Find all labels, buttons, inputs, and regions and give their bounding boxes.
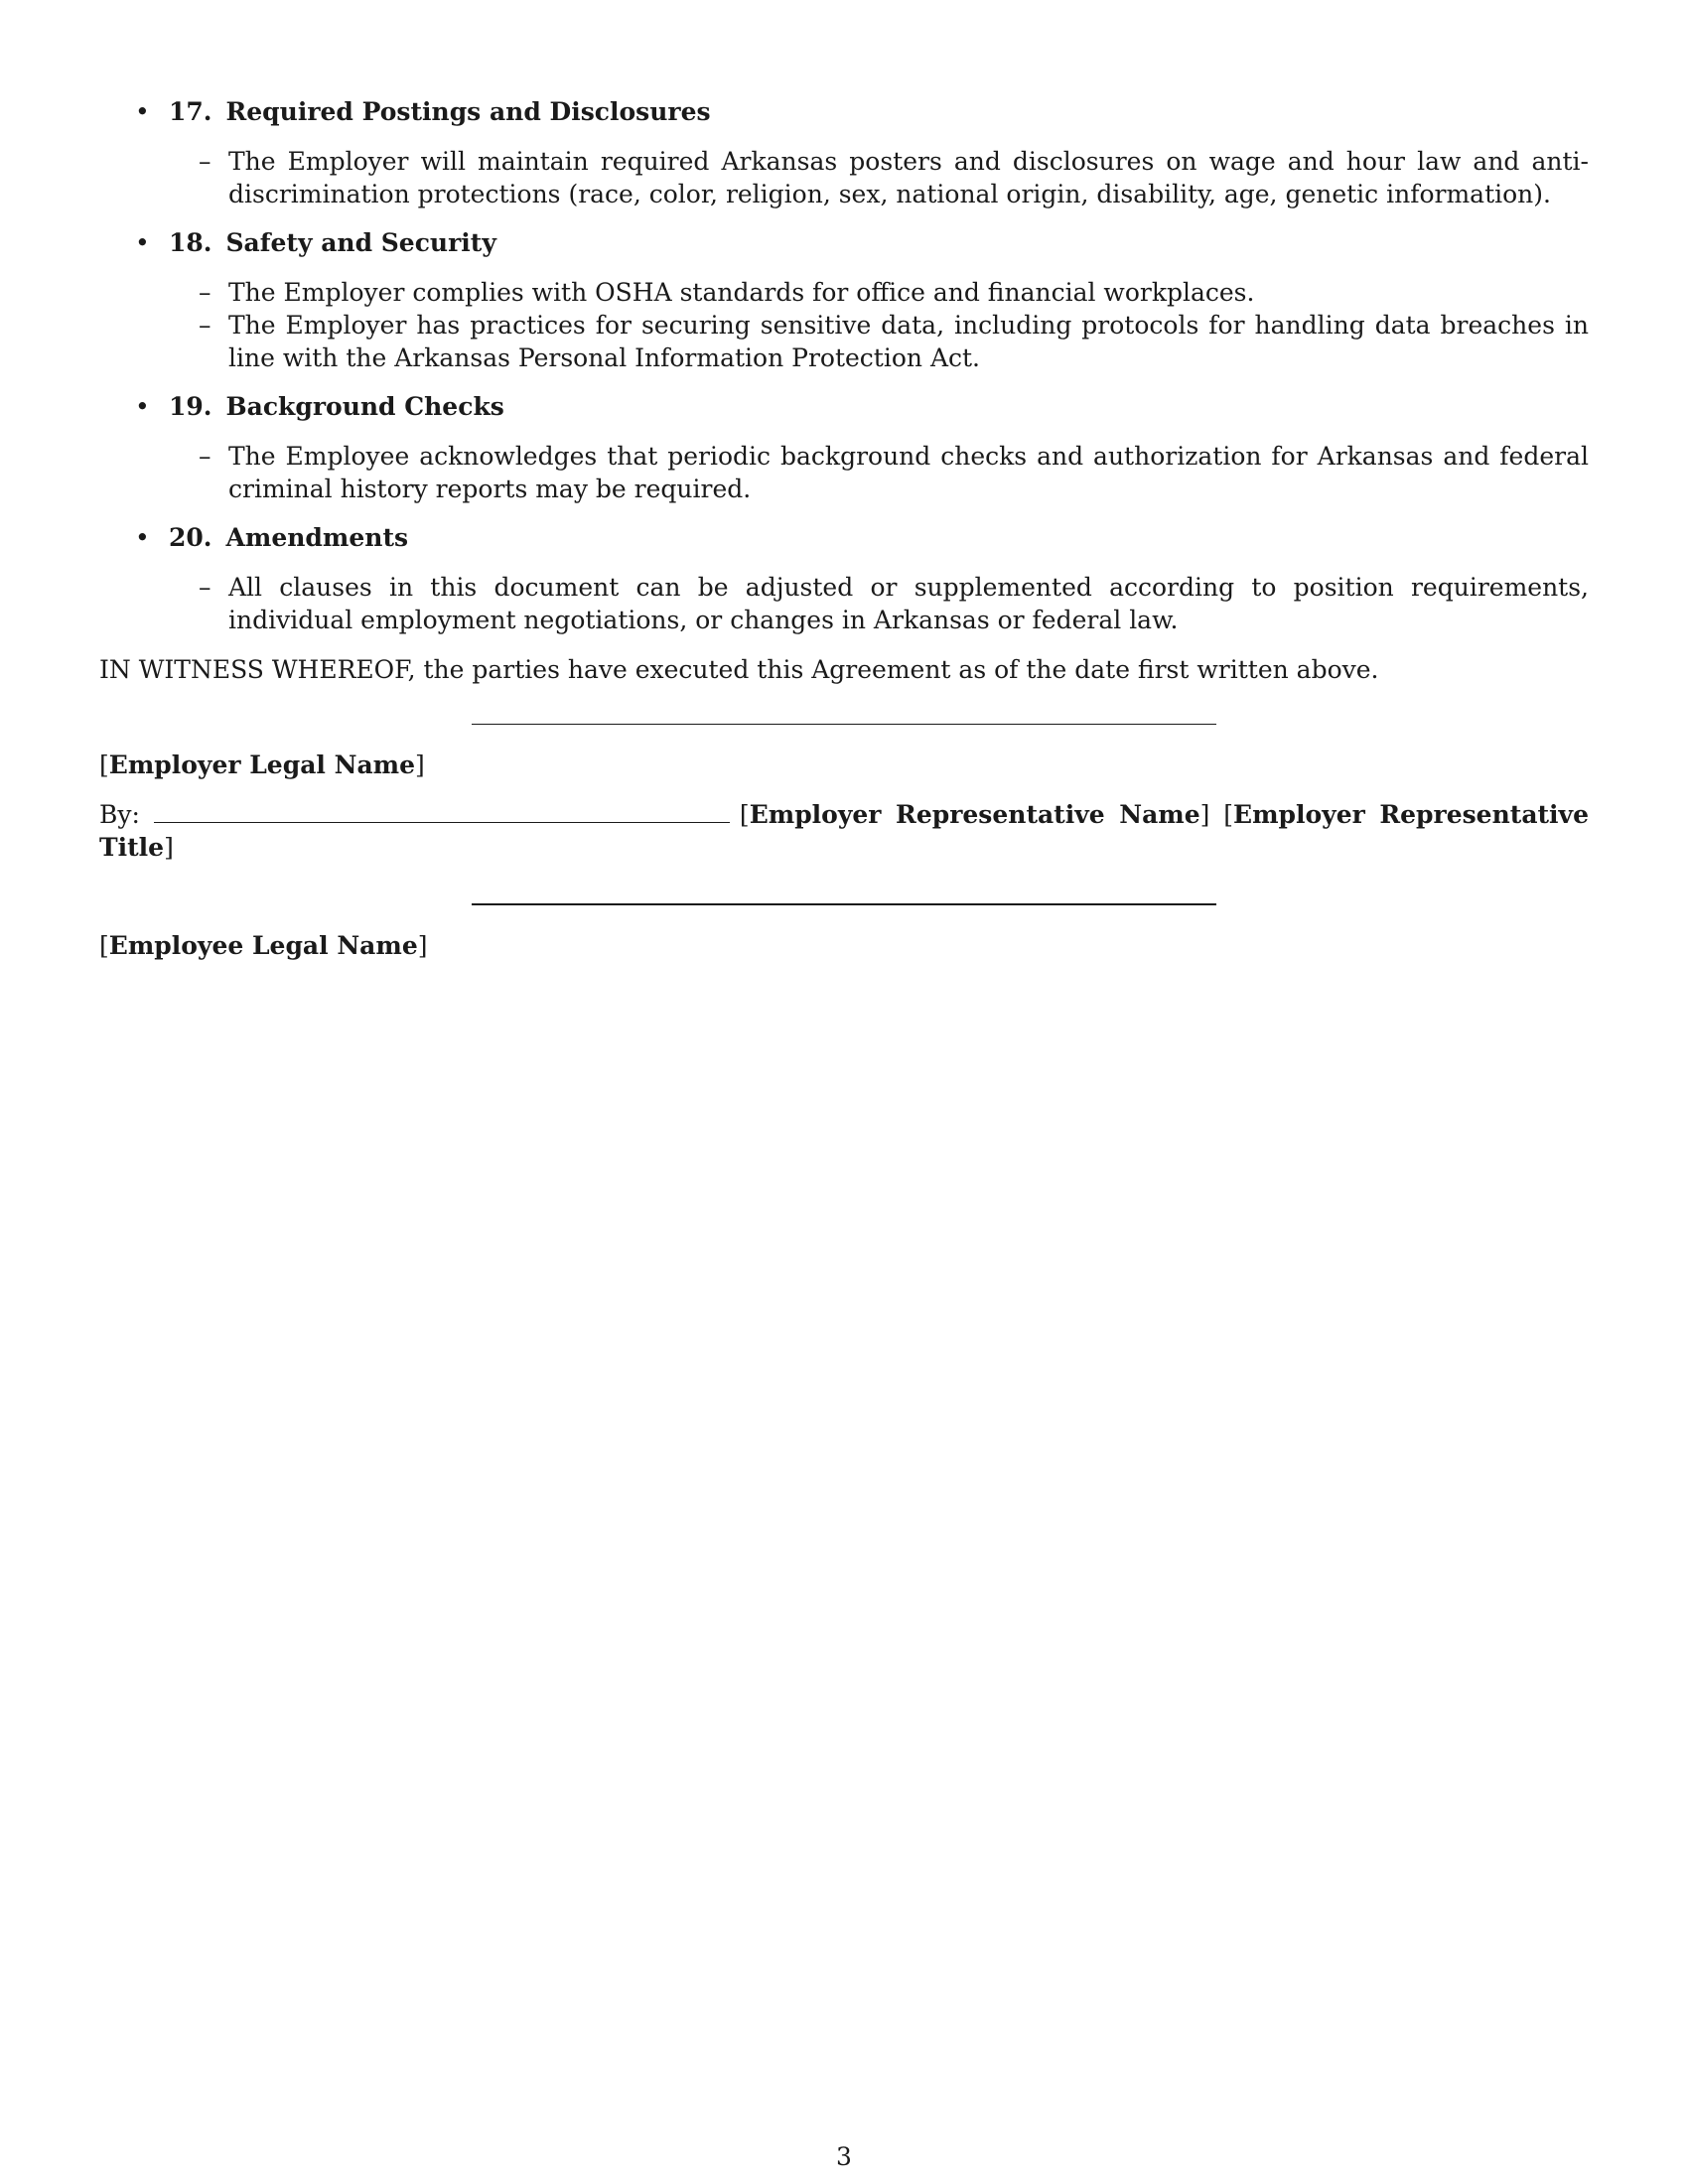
- section-number: 20.: [169, 523, 212, 552]
- section-19: [99, 390, 1589, 505]
- list-item: [99, 440, 1589, 505]
- section-heading: [99, 521, 1589, 554]
- dash-icon: –: [199, 278, 211, 307]
- section-heading: [99, 390, 1589, 423]
- section-number: 18.: [169, 228, 212, 257]
- list-item: [99, 309, 1589, 374]
- employer-name-text: Employer Legal Name: [108, 751, 416, 779]
- document-page: [99, 95, 1589, 962]
- employee-name: [Employee Legal Name]: [99, 931, 428, 960]
- by-label: By:: [99, 800, 140, 829]
- employer-name: [Employer Legal Name]: [99, 751, 425, 779]
- dash-icon: –: [199, 147, 211, 176]
- dash-icon: –: [199, 573, 211, 602]
- list-item: [99, 276, 1589, 309]
- section-heading: [99, 226, 1589, 259]
- by-signature-blank[interactable]: [154, 800, 730, 823]
- bullet-icon: •: [135, 228, 150, 257]
- employee-signature-line[interactable]: [472, 903, 1216, 905]
- witness-clause: IN WITNESS WHEREOF, the parties have executed this Agreement as of the date first written above.: [99, 655, 1379, 684]
- list-item: [99, 145, 1589, 210]
- employer-signature-line[interactable]: [472, 724, 1216, 725]
- sub-list: [99, 440, 1589, 505]
- page-number: 3: [836, 2142, 852, 2171]
- dash-icon: –: [199, 442, 211, 471]
- section-title: Amendments: [225, 523, 409, 552]
- section-number: 17.: [169, 97, 212, 126]
- list-item-text: The Employer complies with OSHA standards for office and financial workplaces.: [228, 278, 1255, 307]
- list-item-text: The Employee acknowledges that periodic background checks and authorization for Arkansas and federal criminal history reports may be required.: [228, 442, 1589, 503]
- representative-title-part2: Title: [99, 833, 165, 862]
- section-title: Required Postings and Disclosures: [225, 97, 711, 126]
- sub-list: [99, 145, 1589, 210]
- section-20: [99, 521, 1589, 636]
- representative-name: Employer Representative Name: [749, 800, 1200, 829]
- sub-list: [99, 571, 1589, 636]
- section-18: [99, 226, 1589, 374]
- list-item-text: The Employer has practices for securing sensitive data, including protocols for handling data breaches in line with the Arkansas Personal Information Protection Act.: [228, 311, 1589, 372]
- bullet-icon: •: [135, 392, 150, 421]
- employee-name-text: Employee Legal Name: [108, 931, 418, 960]
- section-title: Background Checks: [225, 392, 504, 421]
- bullet-icon: •: [135, 97, 150, 126]
- bullet-icon: •: [135, 523, 150, 552]
- list-item-text: All clauses in this document can be adjusted or supplemented according to position requirements, individual employment negotiations, or changes in Arkansas or federal law.: [228, 573, 1589, 634]
- representative-title-part1: Employer Representative: [1233, 800, 1589, 829]
- employer-representative-row: By: [Employer Representative Name] [Employer Representative Title]: [99, 800, 1589, 862]
- dash-icon: –: [199, 311, 211, 340]
- section-17: [99, 95, 1589, 210]
- section-title: Safety and Security: [225, 228, 496, 257]
- list-item-text: The Employer will maintain required Arkansas posters and disclosures on wage and hour law and anti-discrimination protections (race, color, religion, sex, national origin, disability, age, genetic information).: [228, 147, 1589, 208]
- section-number: 19.: [169, 392, 212, 421]
- list-item: [99, 571, 1589, 636]
- sub-list: [99, 276, 1589, 374]
- section-heading: [99, 95, 1589, 128]
